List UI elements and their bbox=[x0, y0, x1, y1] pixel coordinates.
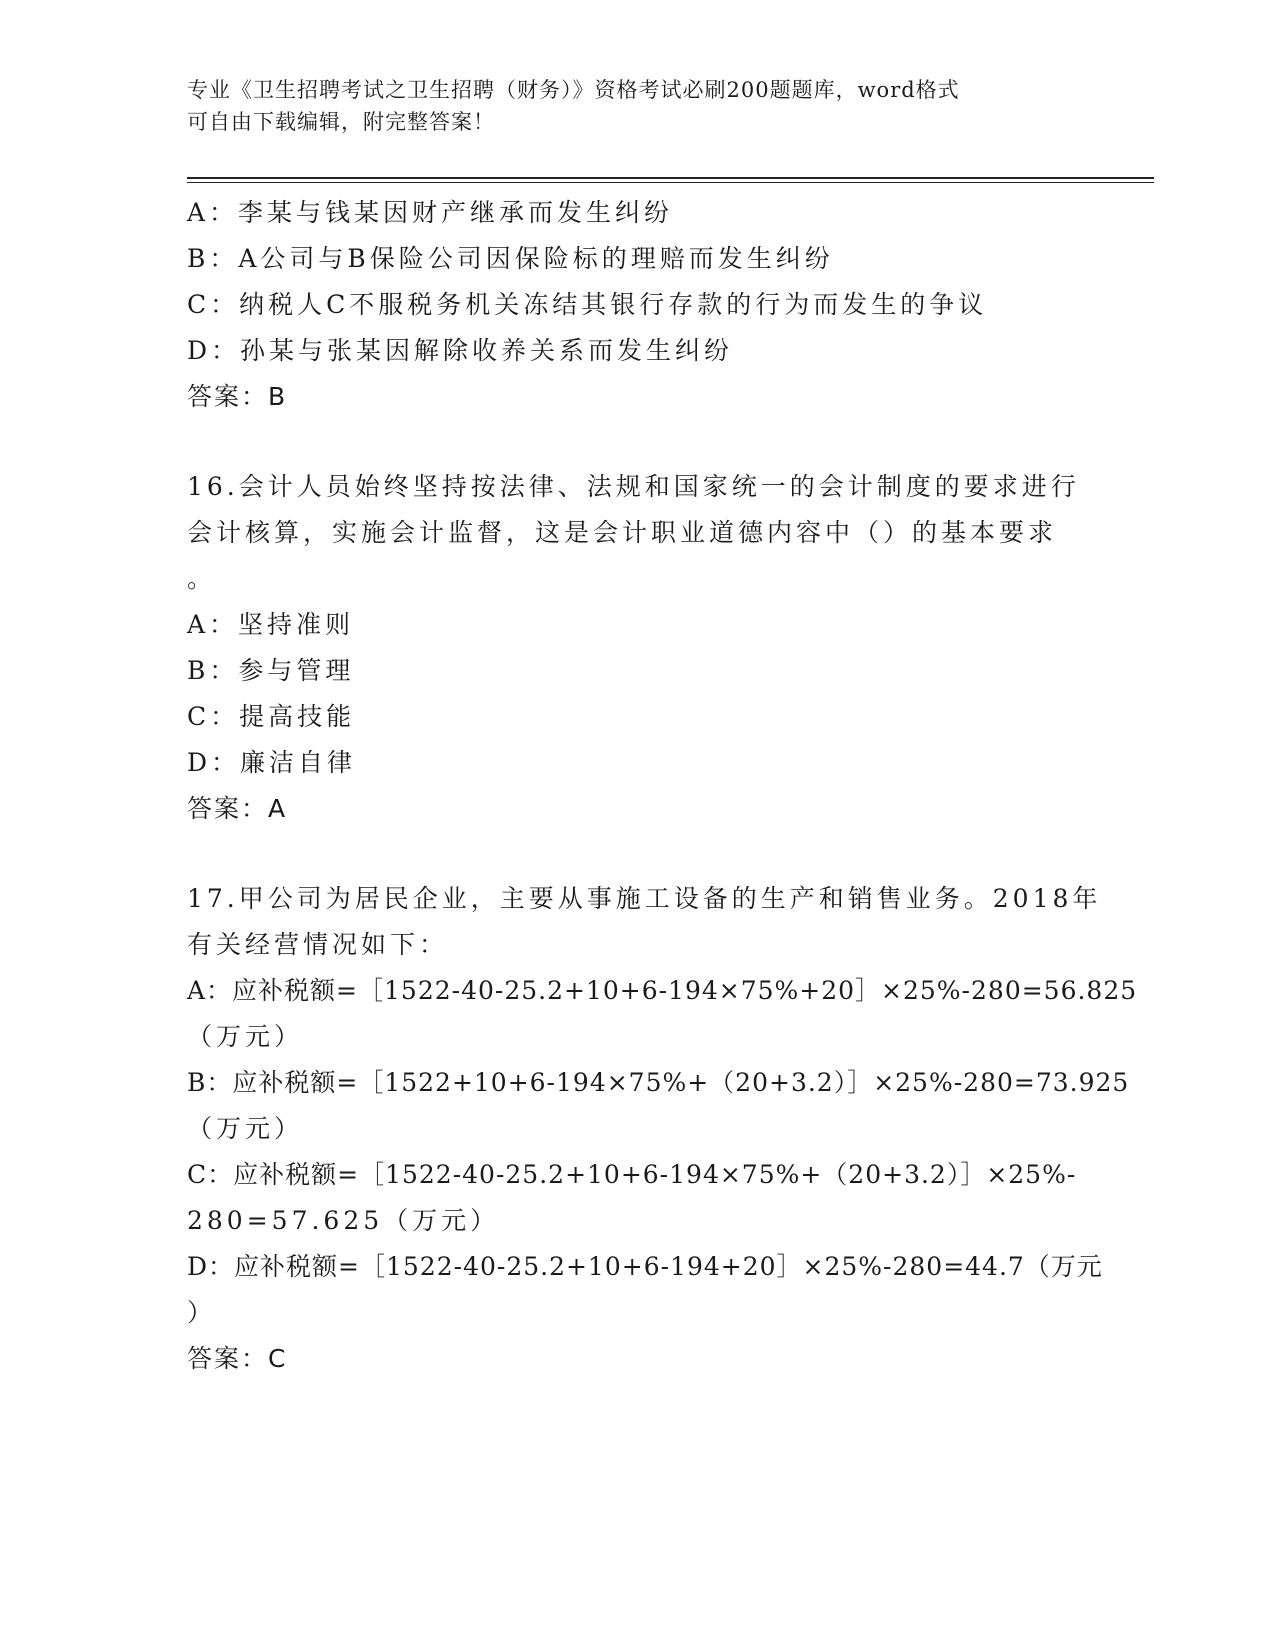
answer-line: 答案：B bbox=[187, 382, 288, 411]
question-stem-line: 有关经营情况如下： bbox=[187, 930, 449, 959]
question-15 bbox=[187, 190, 1087, 420]
answer-line: 答案：A bbox=[187, 794, 288, 823]
option-b-line-1: B：应补税额=［1522+10+6-194×75%+（20+3.2）］×25%-280=73.925 bbox=[187, 1068, 1130, 1097]
header-line-1: 专业《卫生招聘考试之卫生招聘（财务）》资格考试必刷200题题库，word格式 bbox=[187, 78, 960, 102]
option-c-line-2: 280=57.625（万元） bbox=[187, 1206, 500, 1235]
option-a-line-1: A：应补税额=［1522-40-25.2+10+6-194×75%+20］×25%-280=56.825 bbox=[187, 976, 1138, 1005]
option-a-line-2: （万元） bbox=[187, 1022, 304, 1051]
answer-line: 答案：C bbox=[187, 1344, 288, 1373]
question-stem-line: 。 bbox=[187, 564, 217, 593]
option-b: B：A公司与B保险公司因保险标的理赔而发生纠纷 bbox=[187, 244, 834, 273]
option-c-line-1: C：应补税额=［1522-40-25.2+10+6-194×75%+（20+3.2）］×25%- bbox=[187, 1160, 1077, 1189]
header-line-2: 可自由下载编辑，附完整答案！ bbox=[187, 110, 495, 134]
option-b bbox=[187, 1060, 1130, 1152]
option-d bbox=[187, 1244, 1103, 1336]
option-a: A：坚持准则 bbox=[187, 610, 355, 639]
option-b: B：参与管理 bbox=[187, 656, 355, 685]
option-b-line-2: （万元） bbox=[187, 1114, 304, 1143]
option-d-line-1: D：应补税额=［1522-40-25.2+10+6-194+20］×25%-280=44.7（万元 bbox=[187, 1252, 1103, 1281]
question-17 bbox=[187, 876, 1138, 1382]
option-d-line-2: ） bbox=[187, 1298, 217, 1327]
option-a bbox=[187, 968, 1138, 1060]
question-stem-line: 17.甲公司为居民企业，主要从事施工设备的生产和销售业务。2018年 bbox=[187, 884, 1102, 913]
question-stem-line: 16.会计人员始终坚持按法律、法规和国家统一的会计制度的要求进行 bbox=[187, 472, 1080, 501]
header-divider-thin bbox=[187, 182, 1154, 183]
option-d: D：廉洁自律 bbox=[187, 748, 357, 777]
option-a: A：李某与钱某因财产继承而发生纠纷 bbox=[187, 198, 674, 227]
option-c bbox=[187, 1152, 1087, 1244]
question-stem-line: 会计核算，实施会计监督，这是会计职业道德内容中（）的基本要求 bbox=[187, 518, 1058, 547]
question-list bbox=[187, 190, 1138, 1382]
option-d: D：孙某与张某因解除收养关系而发生纠纷 bbox=[187, 336, 734, 365]
option-c: C：纳税人C不服税务机关冻结其银行存款的行为而发生的争议 bbox=[187, 290, 988, 319]
question-16 bbox=[187, 464, 1087, 832]
header-divider-thick bbox=[187, 177, 1154, 179]
option-c: C：提高技能 bbox=[187, 702, 356, 731]
document-header bbox=[187, 74, 1087, 138]
